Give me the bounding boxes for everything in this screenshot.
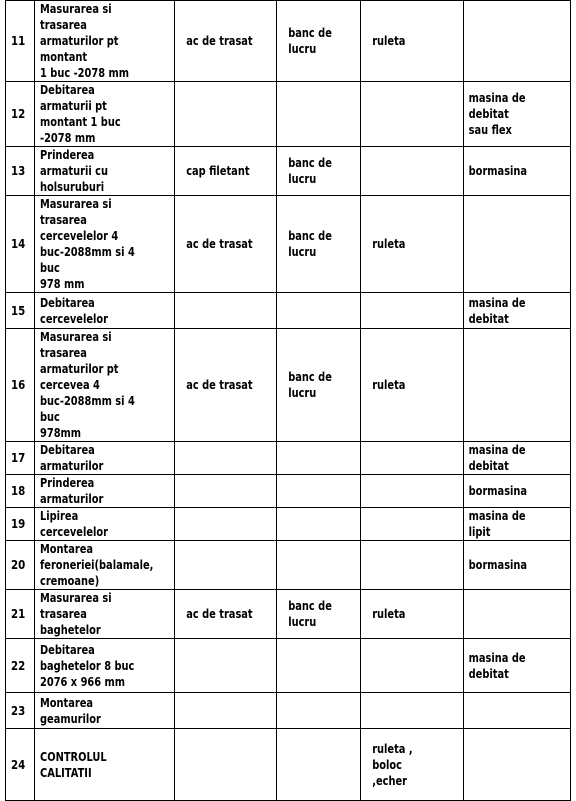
operation-cell-text: CONTROLUL CALITATII: [40, 749, 107, 780]
operation-cell: [35, 82, 175, 147]
table-row: [6, 475, 571, 508]
row-number-text: 23: [11, 702, 26, 718]
row-number-text: 12: [11, 106, 26, 121]
equipment-cell: [464, 293, 571, 329]
row-number-text: 24: [11, 756, 26, 772]
measuring-tool-cell: [361, 541, 464, 590]
tool-cell: [175, 590, 277, 639]
operation-cell-text: Debitarea armaturilor: [40, 443, 104, 473]
measuring-tool-cell: [361, 1, 464, 82]
workplace-cell: [277, 196, 361, 293]
workplace-cell: [277, 329, 361, 442]
row-number: [6, 329, 35, 442]
row-number: [6, 196, 35, 293]
measuring-tool-cell-text: ruleta: [372, 607, 406, 621]
operation-cell-text: Masurarea si trasarea armaturilor pt cercevea 4 buc-2088mm si 4 buc 978mm: [40, 330, 135, 440]
measuring-tool-cell: [361, 442, 464, 475]
tool-cell: [175, 508, 277, 541]
measuring-tool-cell-text: ruleta: [372, 34, 406, 48]
operation-cell: [35, 693, 175, 729]
table-row: [6, 196, 571, 293]
equipment-cell: [464, 541, 571, 590]
tool-cell: [175, 196, 277, 293]
workplace-cell: [277, 442, 361, 475]
tool-cell-text: ac de trasat: [186, 607, 253, 621]
equipment-cell: [464, 475, 571, 508]
row-number-text: 17: [11, 450, 26, 465]
workplace-cell: [277, 147, 361, 196]
operation-cell: [35, 147, 175, 196]
workplace-cell: [277, 1, 361, 82]
measuring-tool-cell: [361, 329, 464, 442]
workplace-cell-text: banc de lucru: [288, 370, 332, 400]
table-row: [6, 147, 571, 196]
tool-cell: [175, 729, 277, 801]
equipment-cell: [464, 639, 571, 693]
tool-cell: [175, 82, 277, 147]
table-row: [6, 639, 571, 693]
operation-cell-text: Debitarea cercevelelor: [40, 295, 108, 326]
equipment-cell-text: masina de debitat: [468, 650, 526, 681]
workplace-cell: [277, 475, 361, 508]
row-number-text: 20: [11, 557, 26, 572]
workplace-cell-text: banc de lucru: [288, 599, 332, 629]
row-number-text: 19: [11, 516, 26, 531]
row-number: [6, 729, 35, 801]
table-row: [6, 293, 571, 329]
table-row: [6, 693, 571, 729]
equipment-cell-text: bormasina: [468, 558, 528, 572]
workplace-cell: [277, 639, 361, 693]
operation-cell-text: Lipirea cercevelelor: [40, 509, 108, 539]
row-number-text: 13: [11, 163, 26, 178]
row-number: [6, 82, 35, 147]
equipment-cell-text: bormasina: [468, 164, 528, 178]
workplace-cell-text: banc de lucru: [288, 229, 332, 259]
table-row: [6, 329, 571, 442]
tool-cell: [175, 541, 277, 590]
tool-cell-text: ac de trasat: [186, 378, 253, 392]
tool-cell: [175, 329, 277, 442]
row-number-text: 22: [11, 657, 26, 673]
equipment-cell-text: bormasina: [468, 484, 528, 498]
operation-cell-text: Prinderea armaturii cu holsuruburi: [40, 148, 108, 194]
row-number: [6, 590, 35, 639]
measuring-tool-cell: [361, 639, 464, 693]
tool-cell: [175, 442, 277, 475]
equipment-cell-text: masina de debitat sau flex: [468, 91, 526, 137]
equipment-cell-text: masina de debitat: [468, 295, 526, 326]
operations-table: [5, 0, 571, 801]
workplace-cell: [277, 729, 361, 801]
operation-cell: [35, 639, 175, 693]
equipment-cell: [464, 590, 571, 639]
measuring-tool-cell-text: ruleta: [372, 378, 406, 392]
equipment-cell: [464, 147, 571, 196]
tool-cell: [175, 293, 277, 329]
row-number: [6, 293, 35, 329]
row-number: [6, 475, 35, 508]
operation-cell: [35, 729, 175, 801]
operation-cell: [35, 508, 175, 541]
row-number: [6, 442, 35, 475]
measuring-tool-cell: [361, 147, 464, 196]
measuring-tool-cell: [361, 293, 464, 329]
operation-cell: [35, 329, 175, 442]
row-number-text: 15: [11, 302, 26, 318]
operation-cell: [35, 1, 175, 82]
tool-cell: [175, 693, 277, 729]
equipment-cell: [464, 729, 571, 801]
table-row: [6, 82, 571, 147]
workplace-cell-text: banc de lucru: [288, 26, 332, 56]
equipment-cell-text: masina de debitat: [468, 443, 526, 473]
tool-cell: [175, 1, 277, 82]
tool-cell-text: ac de trasat: [186, 34, 253, 48]
measuring-tool-cell: [361, 693, 464, 729]
tool-cell-text: ac de trasat: [186, 237, 253, 251]
equipment-cell: [464, 82, 571, 147]
row-number: [6, 147, 35, 196]
operation-cell: [35, 293, 175, 329]
equipment-cell: [464, 442, 571, 475]
operation-cell: [35, 541, 175, 590]
equipment-cell: [464, 329, 571, 442]
row-number: [6, 693, 35, 729]
equipment-cell: [464, 196, 571, 293]
row-number: [6, 639, 35, 693]
equipment-cell: [464, 693, 571, 729]
equipment-cell-text: masina de lipit: [468, 509, 526, 539]
workplace-cell: [277, 293, 361, 329]
workplace-cell: [277, 541, 361, 590]
equipment-cell: [464, 1, 571, 82]
measuring-tool-cell-text: ruleta: [372, 237, 406, 251]
operation-cell: [35, 442, 175, 475]
table-row: [6, 590, 571, 639]
tool-cell: [175, 639, 277, 693]
operation-cell-text: Debitarea armaturii pt montant 1 buc -2078 mm: [40, 83, 121, 145]
operation-cell-text: Masurarea si trasarea cercevelelor 4 buc-2088mm si 4 buc 978 mm: [40, 197, 135, 291]
operations-table-body: [6, 1, 571, 801]
workplace-cell: [277, 590, 361, 639]
workplace-cell: [277, 82, 361, 147]
operation-cell-text: Montarea feroneriei(balamale, cremoane): [40, 542, 154, 588]
table-row: [6, 729, 571, 801]
tool-cell-text: cap filetant: [186, 164, 250, 178]
measuring-tool-cell: [361, 475, 464, 508]
table-row: [6, 1, 571, 82]
row-number-text: 14: [11, 236, 26, 251]
row-number-text: 21: [11, 606, 26, 621]
row-number: [6, 508, 35, 541]
measuring-tool-cell: [361, 729, 464, 801]
measuring-tool-cell: [361, 508, 464, 541]
operation-cell-text: Debitarea baghetelor 8 buc 2076 x 966 mm: [40, 642, 135, 689]
measuring-tool-cell: [361, 196, 464, 293]
operation-cell: [35, 590, 175, 639]
operation-cell-text: Prinderea armaturilor: [40, 476, 104, 506]
operation-cell-text: Masurarea si trasarea armaturilor pt montant 1 buc -2078 mm: [40, 2, 129, 80]
row-number-text: 11: [11, 33, 26, 48]
row-number: [6, 541, 35, 590]
row-number-text: 16: [11, 377, 26, 392]
table-row: [6, 541, 571, 590]
workplace-cell: [277, 508, 361, 541]
row-number-text: 18: [11, 483, 26, 498]
workplace-cell-text: banc de lucru: [288, 156, 332, 186]
tool-cell: [175, 147, 277, 196]
row-number: [6, 1, 35, 82]
table-row: [6, 508, 571, 541]
measuring-tool-cell: [361, 82, 464, 147]
operation-cell: [35, 475, 175, 508]
operation-cell-text: Masurarea si trasarea baghetelor: [40, 591, 112, 637]
measuring-tool-cell-text: ruleta , boloc ,echer: [372, 741, 413, 788]
operation-cell-text: Montarea geamurilor: [40, 695, 101, 726]
equipment-cell: [464, 508, 571, 541]
tool-cell: [175, 475, 277, 508]
operation-cell: [35, 196, 175, 293]
workplace-cell: [277, 693, 361, 729]
measuring-tool-cell: [361, 590, 464, 639]
table-row: [6, 442, 571, 475]
